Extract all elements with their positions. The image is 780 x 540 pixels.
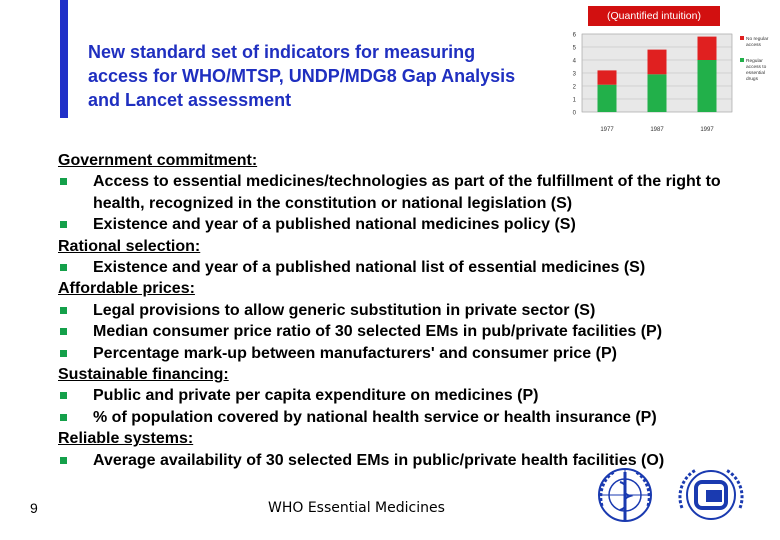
bullet-icon bbox=[60, 414, 67, 421]
footer-text: WHO Essential Medicines bbox=[268, 500, 445, 516]
section-heading: Government commitment: bbox=[58, 152, 258, 169]
quantified-intuition-tag: (Quantified intuition) bbox=[588, 6, 720, 26]
title-line: access for WHO/MTSP, UNDP/MDG8 Gap Analysis bbox=[88, 66, 516, 86]
section-heading: Affordable prices: bbox=[58, 280, 195, 298]
y-tick-label: 4 bbox=[572, 58, 576, 65]
y-tick-label: 3 bbox=[572, 71, 576, 78]
list-item: Median consumer price ratio of 30 selected EMs in pub/private facilities (P) bbox=[58, 321, 770, 342]
bullet-icon bbox=[60, 350, 67, 357]
bar-segment bbox=[648, 74, 667, 112]
legend-label: No regular bbox=[746, 37, 769, 42]
legend-label: drugs bbox=[746, 77, 758, 82]
legend-label: Regular bbox=[746, 59, 763, 64]
bar-segment bbox=[598, 85, 617, 112]
bullet-icon bbox=[60, 221, 67, 228]
bullet-icon bbox=[60, 264, 67, 271]
title-line: and Lancet assessment bbox=[88, 90, 292, 110]
indicator-list bbox=[58, 150, 770, 471]
bar-segment bbox=[698, 60, 717, 112]
bullet-icon bbox=[60, 328, 67, 335]
accent-bar bbox=[60, 0, 68, 118]
legend-swatch bbox=[740, 58, 744, 62]
bullet-icon bbox=[60, 392, 67, 399]
bar-segment bbox=[648, 50, 667, 75]
x-tick-label: 1997 bbox=[700, 127, 714, 133]
section-heading: Reliable systems: bbox=[58, 430, 194, 448]
who-emblem-icon bbox=[592, 462, 658, 528]
title-line: New standard set of indicators for measuring bbox=[88, 42, 476, 62]
y-tick-label: 2 bbox=[572, 84, 576, 91]
list-item: Public and private per capita expenditure on medicines (P) bbox=[58, 385, 770, 406]
list-item: Legal provisions to allow generic substitution in private sector (S) bbox=[58, 300, 770, 321]
bullet-icon bbox=[60, 307, 67, 314]
bar-segment bbox=[698, 37, 717, 60]
list-item: % of population covered by national health service or health insurance (P) bbox=[58, 407, 770, 428]
slide-title bbox=[88, 40, 568, 112]
bar-segment bbox=[598, 70, 617, 84]
x-tick-label: 1987 bbox=[650, 127, 664, 133]
legend-label: access to bbox=[746, 65, 767, 70]
y-tick-label: 0 bbox=[572, 110, 576, 117]
y-tick-label: 6 bbox=[572, 32, 576, 39]
y-tick-label: 5 bbox=[572, 45, 576, 52]
page-number: 9 bbox=[30, 500, 38, 516]
x-tick-label: 1977 bbox=[600, 127, 614, 133]
access-bar-chart bbox=[562, 28, 780, 134]
list-item: Existence and year of a published national medicines policy (S) bbox=[58, 214, 770, 235]
legend-swatch bbox=[740, 36, 744, 40]
section-heading: Sustainable financing: bbox=[58, 366, 229, 384]
bullet-icon bbox=[60, 178, 67, 185]
list-item: Average availability of 30 selected EMs in public/private health facilities (O) bbox=[58, 450, 770, 471]
y-tick-label: 1 bbox=[572, 97, 576, 104]
bullet-icon bbox=[60, 457, 67, 464]
legend-label: access bbox=[746, 43, 761, 48]
list-item: Percentage mark-up between manufacturers' and consumer price (P) bbox=[58, 343, 770, 364]
legend-label: essential bbox=[746, 71, 765, 76]
section-heading: Rational selection: bbox=[58, 237, 201, 255]
list-item: Existence and year of a published national list of essential medicines (S) bbox=[58, 257, 770, 278]
list-item: Access to essential medicines/technologies as part of the fulfillment of the right to health, recognized in the constitution or national legislation (S) bbox=[58, 171, 770, 214]
un-emblem-icon bbox=[672, 462, 750, 528]
